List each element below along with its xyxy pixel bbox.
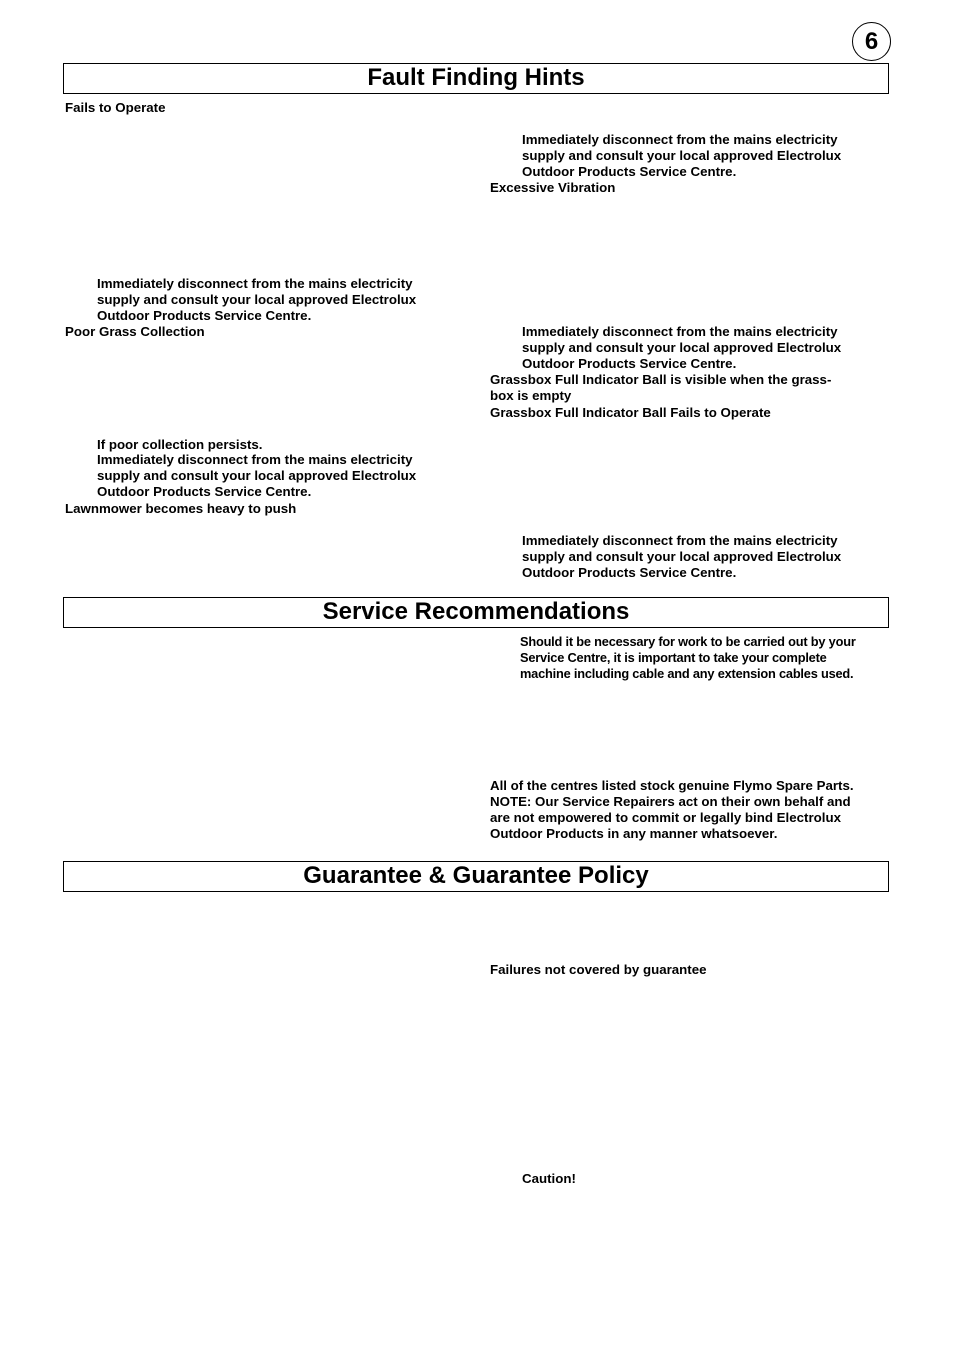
poor-collection-persists: If poor collection persists. [97,437,263,452]
page-number: 6 [852,22,891,61]
service-recommendations-heading: Service Recommendations [63,597,889,628]
failures-not-covered-heading: Failures not covered by guarantee [490,962,707,977]
disconnect-advice-right-3: Immediately disconnect from the mains electricity supply and consult your local approved Electrolux Outdoor Products Service Centre. [522,533,842,581]
fails-to-operate-heading: Fails to Operate [65,100,166,115]
indicator-fails-heading: Grassbox Full Indicator Ball Fails to Operate [490,405,771,420]
poor-grass-collection-heading: Poor Grass Collection [65,324,205,339]
caution-label: Caution! [522,1171,576,1186]
disconnect-advice-left-2: Immediately disconnect from the mains electricity supply and consult your local approved Electrolux Outdoor Products Service Centre. [97,452,417,500]
excessive-vibration-heading: Excessive Vibration [490,180,616,195]
disconnect-advice-right-1: Immediately disconnect from the mains electricity supply and consult your local approved Electrolux Outdoor Products Service Centre. [522,132,842,180]
disconnect-advice-left-1: Immediately disconnect from the mains electricity supply and consult your local approved Electrolux Outdoor Products Service Centre. [97,276,417,324]
repairers-note: NOTE: Our Service Repairers act on their own behalf and are not empowered to commit or legally bind Electrolux Outdoor Products in any manner whatsoever. [490,794,851,842]
spare-parts-note: All of the centres listed stock genuine Flymo Spare Parts. [490,778,854,793]
heavy-to-push-heading: Lawnmower becomes heavy to push [65,501,297,516]
fault-finding-heading: Fault Finding Hints [63,63,889,94]
guarantee-heading: Guarantee & Guarantee Policy [63,861,889,892]
indicator-visible-heading: Grassbox Full Indicator Ball is visible when the grass- box is empty [490,372,832,404]
disconnect-advice-right-2: Immediately disconnect from the mains electricity supply and consult your local approved Electrolux Outdoor Products Service Centre. [522,324,842,372]
complete-machine-note: Should it be necessary for work to be carried out by your Service Centre, it is important to take your complete machine including cable and any extension cables used. [520,634,856,682]
